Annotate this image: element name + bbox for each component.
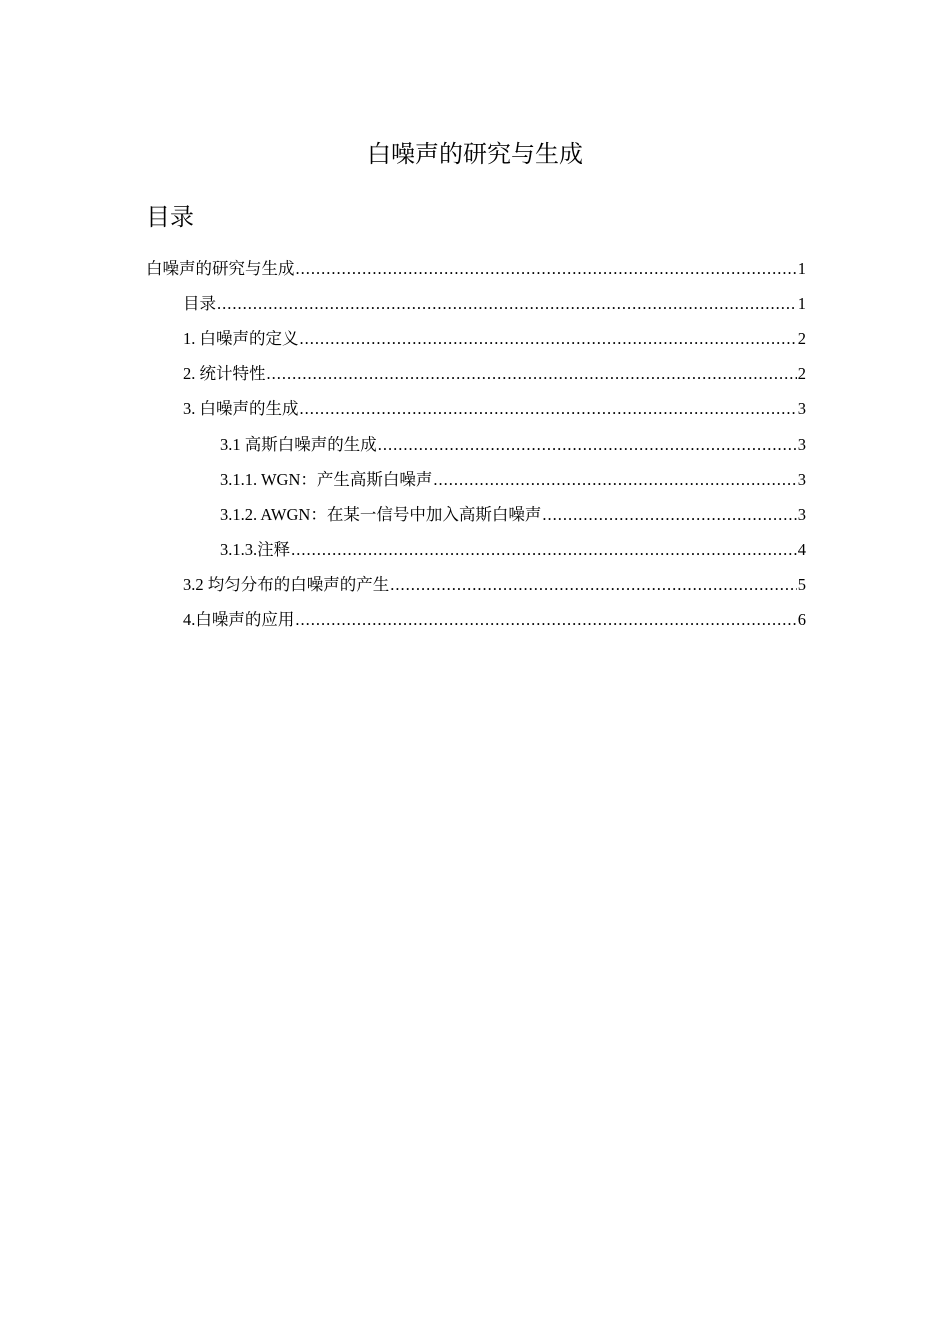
toc-entry-label: 3. 白噪声的生成 <box>183 399 299 418</box>
toc-entry-label: 3.1.1. WGN：产生高斯白噪声 <box>220 470 433 489</box>
toc-entry-label: 1. 白噪声的定义 <box>183 329 299 348</box>
toc-entry-page: 2 <box>797 329 806 348</box>
toc-entry-label: 白噪声的研究与生成 <box>146 259 295 278</box>
toc-entry-label: 2. 统计特性 <box>183 364 266 383</box>
dot-leader <box>300 394 797 424</box>
toc-entry-contents[interactable] <box>183 289 806 319</box>
toc-entry-section-3-1-2[interactable] <box>220 500 806 530</box>
dot-leader <box>378 430 797 460</box>
dot-leader <box>390 570 797 600</box>
toc-entry-section-2[interactable] <box>183 359 806 389</box>
dot-leader <box>217 289 797 319</box>
dot-leader <box>291 535 797 565</box>
toc-entry-section-3-2[interactable] <box>183 570 806 600</box>
toc-entry-label: 3.1 高斯白噪声的生成 <box>220 435 377 454</box>
toc-entry-page: 3 <box>797 470 806 489</box>
dot-leader <box>295 605 796 635</box>
dot-leader <box>433 465 796 495</box>
toc-entry-page: 3 <box>797 505 806 524</box>
toc-entry-title[interactable] <box>146 254 806 284</box>
toc-entry-label: 3.1.2. AWGN：在某一信号中加入高斯白噪声 <box>220 505 542 524</box>
toc-heading: 目录 <box>146 205 194 231</box>
toc-entry-label: 3.2 均匀分布的白噪声的产生 <box>183 575 390 594</box>
toc-entry-page: 6 <box>797 610 806 629</box>
dot-leader <box>296 254 797 284</box>
toc-entry-section-3[interactable] <box>183 394 806 424</box>
toc-entry-page: 5 <box>797 575 806 594</box>
dot-leader <box>267 359 797 389</box>
toc-entry-label: 4.白噪声的应用 <box>183 610 295 629</box>
toc-entry-page: 1 <box>797 259 806 278</box>
toc-entry-section-1[interactable] <box>183 324 806 354</box>
toc-entry-page: 2 <box>797 364 806 383</box>
toc-entry-section-4[interactable] <box>183 605 806 635</box>
dot-leader <box>542 500 796 530</box>
toc-entry-label: 3.1.3.注释 <box>220 540 291 559</box>
toc-entry-section-3-1-3[interactable] <box>220 535 806 565</box>
toc-entry-page: 3 <box>797 399 806 418</box>
toc-entry-label: 目录 <box>183 294 216 313</box>
toc-entry-page: 1 <box>797 294 806 313</box>
dot-leader <box>300 324 797 354</box>
toc-entry-page: 4 <box>797 540 806 559</box>
toc-entry-page: 3 <box>797 435 806 454</box>
document-title: 白噪声的研究与生成 <box>367 142 583 168</box>
toc-entry-section-3-1-1[interactable] <box>220 465 806 495</box>
toc-entry-section-3-1[interactable] <box>220 430 806 460</box>
